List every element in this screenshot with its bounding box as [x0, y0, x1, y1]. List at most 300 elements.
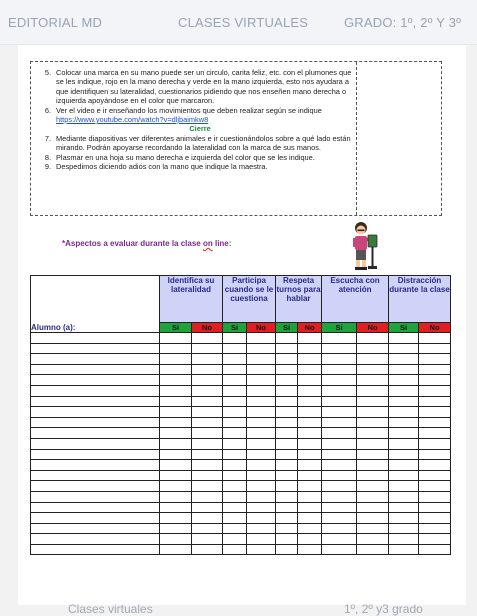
- no-cell: No: [192, 323, 223, 333]
- mark-cell[interactable]: [276, 523, 298, 534]
- teacher-clipart-icon: [346, 221, 380, 271]
- student-name-cell[interactable]: [31, 333, 160, 344]
- mark-cell[interactable]: [357, 385, 389, 396]
- mark-cell[interactable]: [276, 534, 298, 545]
- mark-cell[interactable]: [247, 354, 276, 365]
- footer-left: Clases virtuales: [68, 602, 153, 616]
- step-text: Colocar una marca en su mano puede ser un circulo, carita feliz, etc. con el plumones que se les indique, rojo en la mano derecha y verde en la mano izquierda, esto nos ayudara a que identifiquen su lateralidad, cuestionarios pidiendo que nos enseñen mano derecha o izquierda apoyándose en el color que marcaron.: [56, 68, 352, 106]
- mark-cell[interactable]: [192, 438, 223, 449]
- mark-cell[interactable]: [160, 343, 192, 354]
- no-cell: No: [298, 323, 322, 333]
- step-number: 8.: [44, 152, 51, 162]
- mark-cell[interactable]: [160, 385, 192, 396]
- mark-cell[interactable]: [322, 354, 357, 365]
- si-cell: Si: [223, 323, 247, 333]
- steps-box-divider: [356, 62, 357, 215]
- student-name-cell[interactable]: [31, 385, 160, 396]
- mark-cell[interactable]: [322, 523, 357, 534]
- mark-cell[interactable]: [192, 417, 223, 428]
- mark-cell[interactable]: [419, 460, 451, 471]
- table-row: [31, 544, 451, 555]
- mark-cell[interactable]: [276, 460, 298, 471]
- mark-cell[interactable]: [322, 417, 357, 428]
- mark-cell[interactable]: [419, 428, 451, 439]
- mark-cell[interactable]: [160, 438, 192, 449]
- aspects-suffix: line:: [212, 239, 232, 248]
- mark-cell[interactable]: [247, 438, 276, 449]
- student-name-cell[interactable]: [31, 534, 160, 545]
- document-page: [18, 45, 466, 605]
- mark-cell[interactable]: [322, 449, 357, 460]
- mark-cell[interactable]: [192, 449, 223, 460]
- mark-cell[interactable]: [160, 534, 192, 545]
- step-text: Despedimos diciendo adiós con la mano que indique la maestra.: [56, 162, 268, 172]
- step-number: 5.: [44, 68, 51, 77]
- mark-cell[interactable]: [160, 354, 192, 365]
- mark-cell[interactable]: [298, 438, 322, 449]
- mark-cell[interactable]: [322, 385, 357, 396]
- step-item: [37, 134, 353, 153]
- step-text: Mediante diapositivas ver diferentes animales e ir cuestionándolos sobre a qué lado están mirando. Podrán apoyarse recordando la lateralidad con la marca de sus manos.: [56, 133, 351, 153]
- mark-cell[interactable]: [160, 396, 192, 407]
- mark-cell[interactable]: [322, 502, 357, 513]
- mark-cell[interactable]: [276, 417, 298, 428]
- mark-cell[interactable]: [298, 449, 322, 460]
- mark-cell[interactable]: [192, 481, 223, 492]
- mark-cell[interactable]: [160, 544, 192, 555]
- mark-cell[interactable]: [322, 375, 357, 386]
- mark-cell[interactable]: [192, 502, 223, 513]
- mark-cell[interactable]: [322, 333, 357, 344]
- student-name-cell[interactable]: [31, 428, 160, 439]
- step-text: Plasmar en una hoja su mano derecha e izquierda del color que se les indique.: [56, 152, 315, 162]
- mark-cell[interactable]: [419, 364, 451, 375]
- no-cell: No: [357, 323, 389, 333]
- mark-cell[interactable]: [322, 544, 357, 555]
- table-row: [31, 481, 451, 492]
- mark-cell[interactable]: [223, 396, 247, 407]
- mark-cell[interactable]: [298, 417, 322, 428]
- footer-right: 1º, 2º y3 grado: [344, 602, 423, 616]
- mark-cell[interactable]: [276, 428, 298, 439]
- mark-cell[interactable]: [298, 470, 322, 481]
- si-cell: Si: [276, 323, 298, 333]
- mark-cell[interactable]: [247, 534, 276, 545]
- mark-cell[interactable]: [357, 449, 389, 460]
- mark-cell[interactable]: [419, 534, 451, 545]
- student-name-cell[interactable]: [31, 544, 160, 555]
- criterion-header: Identifica su lateralidad: [160, 276, 223, 323]
- mark-cell[interactable]: [357, 343, 389, 354]
- table-row: [31, 407, 451, 418]
- mark-cell[interactable]: [389, 375, 419, 386]
- mark-cell[interactable]: [192, 544, 223, 555]
- mark-cell[interactable]: [276, 449, 298, 460]
- criterion-header: Respeta turnos para hablar: [276, 276, 322, 323]
- mark-cell[interactable]: [419, 417, 451, 428]
- mark-cell[interactable]: [192, 407, 223, 418]
- mark-cell[interactable]: [389, 534, 419, 545]
- mark-cell[interactable]: [389, 460, 419, 471]
- table-row: [31, 417, 451, 428]
- mark-cell[interactable]: [223, 460, 247, 471]
- mark-cell[interactable]: [322, 428, 357, 439]
- mark-cell[interactable]: [247, 396, 276, 407]
- mark-cell[interactable]: [298, 513, 322, 524]
- no-cell: No: [419, 323, 451, 333]
- mark-cell[interactable]: [322, 438, 357, 449]
- mark-cell[interactable]: [389, 396, 419, 407]
- table-row: [31, 502, 451, 513]
- table-row: [31, 364, 451, 375]
- header-publisher: EDITORIAL MD: [8, 15, 103, 30]
- mark-cell[interactable]: [223, 470, 247, 481]
- mark-cell[interactable]: [322, 491, 357, 502]
- mark-cell[interactable]: [192, 396, 223, 407]
- step-item: [37, 153, 353, 162]
- mark-cell[interactable]: [419, 481, 451, 492]
- mark-cell[interactable]: [223, 343, 247, 354]
- mark-cell[interactable]: [298, 333, 322, 344]
- mark-cell[interactable]: [223, 491, 247, 502]
- mark-cell[interactable]: [223, 544, 247, 555]
- mark-cell[interactable]: [357, 502, 389, 513]
- mark-cell[interactable]: [322, 534, 357, 545]
- mark-cell[interactable]: [192, 354, 223, 365]
- mark-cell[interactable]: [322, 470, 357, 481]
- mark-cell[interactable]: [276, 396, 298, 407]
- mark-cell[interactable]: [247, 449, 276, 460]
- mark-cell[interactable]: [357, 438, 389, 449]
- mark-cell[interactable]: [276, 481, 298, 492]
- mark-cell[interactable]: [419, 502, 451, 513]
- mark-cell[interactable]: [419, 438, 451, 449]
- mark-cell[interactable]: [247, 481, 276, 492]
- mark-cell[interactable]: [389, 523, 419, 534]
- criterion-header: Distracción durante la clase: [389, 276, 451, 323]
- mark-cell[interactable]: [298, 343, 322, 354]
- mark-cell[interactable]: [357, 375, 389, 386]
- table-row: [31, 385, 451, 396]
- mark-cell[interactable]: [192, 523, 223, 534]
- mark-cell[interactable]: [223, 523, 247, 534]
- table-row: [31, 343, 451, 354]
- mark-cell[interactable]: [298, 544, 322, 555]
- mark-cell[interactable]: [357, 544, 389, 555]
- student-name-cell[interactable]: [31, 481, 160, 492]
- table-row: [31, 491, 451, 502]
- mark-cell[interactable]: [276, 470, 298, 481]
- mark-cell[interactable]: [223, 481, 247, 492]
- mark-cell[interactable]: [160, 502, 192, 513]
- student-name-cell[interactable]: [31, 460, 160, 471]
- mark-cell[interactable]: [160, 333, 192, 344]
- mark-cell[interactable]: [276, 544, 298, 555]
- steps-list: [37, 68, 353, 171]
- steps-box: [30, 61, 442, 216]
- mark-cell[interactable]: [419, 385, 451, 396]
- step-text: Ver el video e ir enseñando los movimientos que deben realizar según se indique: [56, 105, 322, 115]
- header-title: CLASES VIRTUALES: [178, 15, 309, 30]
- si-cell: Si: [160, 323, 192, 333]
- student-name-cell[interactable]: [31, 502, 160, 513]
- mark-cell[interactable]: [298, 460, 322, 471]
- mark-cell[interactable]: [357, 513, 389, 524]
- mark-cell[interactable]: [322, 481, 357, 492]
- mark-cell[interactable]: [160, 470, 192, 481]
- mark-cell[interactable]: [247, 523, 276, 534]
- mark-cell[interactable]: [419, 470, 451, 481]
- student-name-cell[interactable]: [31, 396, 160, 407]
- mark-cell[interactable]: [419, 523, 451, 534]
- mark-cell[interactable]: [298, 375, 322, 386]
- mark-cell[interactable]: [247, 407, 276, 418]
- student-name-cell[interactable]: [31, 470, 160, 481]
- mark-cell[interactable]: [223, 428, 247, 439]
- header-grade: GRADO: 1º, 2º Y 3º: [344, 15, 462, 30]
- mark-cell[interactable]: [276, 407, 298, 418]
- mark-cell[interactable]: [298, 385, 322, 396]
- mark-cell[interactable]: [298, 407, 322, 418]
- mark-cell[interactable]: [160, 481, 192, 492]
- mark-cell[interactable]: [298, 481, 322, 492]
- mark-cell[interactable]: [419, 396, 451, 407]
- table-row: [31, 375, 451, 386]
- aspects-heading: [62, 239, 231, 248]
- mark-cell[interactable]: [223, 333, 247, 344]
- mark-cell[interactable]: [247, 343, 276, 354]
- mark-cell[interactable]: [322, 460, 357, 471]
- criterion-header: Participa cuando se le cuestiona: [223, 276, 276, 323]
- mark-cell[interactable]: [192, 513, 223, 524]
- mark-cell[interactable]: [322, 364, 357, 375]
- mark-cell[interactable]: [160, 364, 192, 375]
- mark-cell[interactable]: [298, 354, 322, 365]
- mark-cell[interactable]: [357, 491, 389, 502]
- student-name-cell[interactable]: [31, 354, 160, 365]
- student-name-cell[interactable]: [31, 438, 160, 449]
- mark-cell[interactable]: [247, 417, 276, 428]
- mark-cell[interactable]: [298, 428, 322, 439]
- mark-cell[interactable]: [192, 364, 223, 375]
- mark-cell[interactable]: [357, 417, 389, 428]
- mark-cell[interactable]: [160, 417, 192, 428]
- si-cell: Si: [322, 323, 357, 333]
- mark-cell[interactable]: [357, 354, 389, 365]
- mark-cell[interactable]: [160, 449, 192, 460]
- mark-cell[interactable]: [276, 438, 298, 449]
- mark-cell[interactable]: [247, 375, 276, 386]
- step-number: 9.: [44, 162, 51, 172]
- mark-cell[interactable]: [276, 333, 298, 344]
- mark-cell[interactable]: [389, 502, 419, 513]
- mark-cell[interactable]: [298, 502, 322, 513]
- table-row: [31, 396, 451, 407]
- mark-cell[interactable]: [357, 523, 389, 534]
- mark-cell[interactable]: [389, 438, 419, 449]
- mark-cell[interactable]: [389, 470, 419, 481]
- mark-cell[interactable]: [160, 460, 192, 471]
- student-name-cell[interactable]: [31, 513, 160, 524]
- video-link[interactable]: https://www.youtube.com/watch?v=dljbaimkw8: [56, 115, 209, 125]
- mark-cell[interactable]: [419, 333, 451, 344]
- table-row: [31, 470, 451, 481]
- mark-cell[interactable]: [276, 491, 298, 502]
- mark-cell[interactable]: [389, 417, 419, 428]
- mark-cell[interactable]: [247, 460, 276, 471]
- step-text-with-link: [56, 106, 353, 125]
- mark-cell[interactable]: [223, 417, 247, 428]
- mark-cell[interactable]: [223, 534, 247, 545]
- mark-cell[interactable]: [389, 407, 419, 418]
- si-cell: Si: [389, 323, 419, 333]
- mark-cell[interactable]: [223, 354, 247, 365]
- mark-cell[interactable]: [223, 385, 247, 396]
- student-name-cell[interactable]: [31, 449, 160, 460]
- mark-cell[interactable]: [389, 491, 419, 502]
- mark-cell[interactable]: [223, 449, 247, 460]
- mark-cell[interactable]: [192, 460, 223, 471]
- mark-cell[interactable]: [419, 343, 451, 354]
- mark-cell[interactable]: [357, 396, 389, 407]
- mark-cell[interactable]: [419, 407, 451, 418]
- mark-cell[interactable]: [419, 449, 451, 460]
- mark-cell[interactable]: [389, 385, 419, 396]
- mark-cell[interactable]: [322, 407, 357, 418]
- mark-cell[interactable]: [357, 481, 389, 492]
- mark-cell[interactable]: [160, 513, 192, 524]
- mark-cell[interactable]: [389, 513, 419, 524]
- mark-cell[interactable]: [419, 513, 451, 524]
- mark-cell[interactable]: [192, 333, 223, 344]
- mark-cell[interactable]: [389, 544, 419, 555]
- mark-cell[interactable]: [192, 343, 223, 354]
- mark-cell[interactable]: [298, 364, 322, 375]
- mark-cell[interactable]: [223, 407, 247, 418]
- mark-cell[interactable]: [160, 523, 192, 534]
- mark-cell[interactable]: [247, 502, 276, 513]
- mark-cell[interactable]: [357, 534, 389, 545]
- mark-cell[interactable]: [389, 354, 419, 365]
- mark-cell[interactable]: [192, 385, 223, 396]
- table-header-row: [31, 276, 451, 323]
- table-row: [31, 333, 451, 344]
- mark-cell[interactable]: [247, 428, 276, 439]
- mark-cell[interactable]: [247, 333, 276, 344]
- step-item: [37, 68, 353, 106]
- mark-cell[interactable]: [247, 544, 276, 555]
- page-header: [0, 0, 477, 45]
- page-footer: [0, 596, 477, 615]
- mark-cell[interactable]: [357, 428, 389, 439]
- no-cell: No: [247, 323, 276, 333]
- mark-cell[interactable]: [276, 502, 298, 513]
- evaluation-table: [30, 275, 451, 555]
- mark-cell[interactable]: [223, 364, 247, 375]
- mark-cell[interactable]: [276, 385, 298, 396]
- mark-cell[interactable]: [160, 428, 192, 439]
- mark-cell[interactable]: [276, 343, 298, 354]
- mark-cell[interactable]: [389, 449, 419, 460]
- mark-cell[interactable]: [276, 375, 298, 386]
- mark-cell[interactable]: [389, 333, 419, 344]
- mark-cell[interactable]: [298, 534, 322, 545]
- mark-cell[interactable]: [160, 375, 192, 386]
- mark-cell[interactable]: [276, 364, 298, 375]
- mark-cell[interactable]: [298, 491, 322, 502]
- mark-cell[interactable]: [192, 428, 223, 439]
- mark-cell[interactable]: [322, 513, 357, 524]
- student-name-cell[interactable]: [31, 375, 160, 386]
- mark-cell[interactable]: [276, 354, 298, 365]
- mark-cell[interactable]: [247, 364, 276, 375]
- table-row: [31, 534, 451, 545]
- mark-cell[interactable]: [223, 375, 247, 386]
- mark-cell[interactable]: [192, 491, 223, 502]
- mark-cell[interactable]: [223, 502, 247, 513]
- mark-cell[interactable]: [223, 513, 247, 524]
- mark-cell[interactable]: [389, 481, 419, 492]
- aspects-online: on: [202, 239, 213, 248]
- step-number: 7.: [44, 133, 51, 143]
- mark-cell[interactable]: [389, 343, 419, 354]
- criterion-header: Escucha con atención: [322, 276, 389, 323]
- table-row: [31, 438, 451, 449]
- mark-cell[interactable]: [192, 470, 223, 481]
- table-row: [31, 460, 451, 471]
- alumno-header: Alumno (a):: [31, 276, 160, 333]
- mark-cell[interactable]: [357, 364, 389, 375]
- mark-cell[interactable]: [419, 375, 451, 386]
- mark-cell[interactable]: [419, 544, 451, 555]
- mark-cell[interactable]: [357, 333, 389, 344]
- cierre-label: Cierre: [189, 124, 211, 134]
- mark-cell[interactable]: [247, 491, 276, 502]
- table-row: [31, 354, 451, 365]
- aspects-prefix: *Aspectos a evaluar durante la clase: [62, 239, 203, 248]
- mark-cell[interactable]: [160, 491, 192, 502]
- mark-cell[interactable]: [247, 385, 276, 396]
- step-item: [37, 162, 353, 171]
- student-name-cell[interactable]: [31, 364, 160, 375]
- student-name-cell[interactable]: [31, 407, 160, 418]
- mark-cell[interactable]: [389, 428, 419, 439]
- mark-cell[interactable]: [160, 407, 192, 418]
- mark-cell[interactable]: [389, 364, 419, 375]
- mark-cell[interactable]: [357, 407, 389, 418]
- mark-cell[interactable]: [247, 470, 276, 481]
- student-name-cell[interactable]: [31, 491, 160, 502]
- mark-cell[interactable]: [247, 513, 276, 524]
- student-name-cell[interactable]: [31, 343, 160, 354]
- mark-cell[interactable]: [276, 513, 298, 524]
- mark-cell[interactable]: [322, 343, 357, 354]
- table-row: [31, 428, 451, 439]
- mark-cell[interactable]: [322, 396, 357, 407]
- student-name-cell[interactable]: [31, 523, 160, 534]
- mark-cell[interactable]: [192, 534, 223, 545]
- mark-cell[interactable]: [298, 523, 322, 534]
- mark-cell[interactable]: [357, 460, 389, 471]
- table-row: [31, 523, 451, 534]
- mark-cell[interactable]: [419, 491, 451, 502]
- mark-cell[interactable]: [419, 354, 451, 365]
- student-name-cell[interactable]: [31, 417, 160, 428]
- mark-cell[interactable]: [298, 396, 322, 407]
- mark-cell[interactable]: [357, 470, 389, 481]
- mark-cell[interactable]: [192, 375, 223, 386]
- mark-cell[interactable]: [223, 438, 247, 449]
